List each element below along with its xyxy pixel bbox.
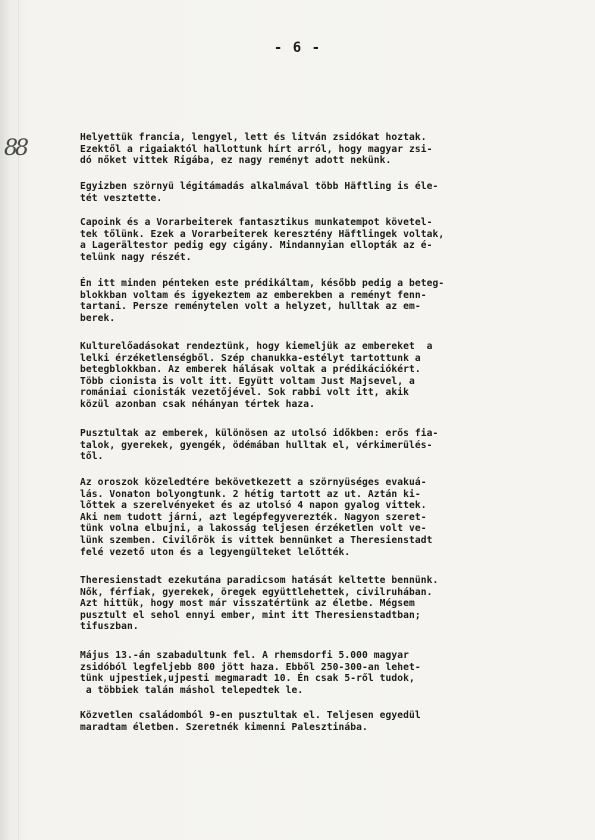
paragraph-7: Az oroszok közeledtére bekövetkezett a szörnyüséges evakuá- lás. Vonaton bolyongtunk. 2 hétig tartott az ut. Aztán ki- lőttek a szerelvényeket és az utolsó 4 napon gyalog vittek. Aki nem tudott járni, azt legépfegyverezték. Nagyon szeret- tünk volna elbujni, a lakosság teljesen érzéketlen volt ve- lünk szemben. Civilőrök is vittek bennünket a Theresienstadt felé vezető uton és a legyengülteket lelőtték. [80, 477, 433, 558]
paragraph-6: Pusztultak az emberek, különösen az utolsó időkben: erős fia- talok, gyerekek, gyengék, ödémában hulltak el, vérkimerülés- től. [80, 428, 439, 463]
paragraph-2: Egyizben szörnyü légitámadás alkalmával több Häftling is éle- tét vesztette. [80, 181, 439, 204]
paragraph-5: Kulturelőadásokat rendeztünk, hogy kiemeljük az embereket a lelki érzéketlenségből. Szép chanukka-estélyt tartottunk a betegblokkban. Az emberek hálásak voltak a prédikációkért. Több cionista is volt itt. Együtt voltam Just Majsevel, a romániai cionisták vezetőjével. Sok rabbi volt itt, akik közül azonban csak néhányan tértek haza. [80, 341, 433, 410]
paragraph-9: Május 13.-án szabadultunk fel. A rhemsdorfi 5.000 magyar zsidóból legfeljebb 800 jött haza. Ebből 250-300-an lehet- tünk ujpestiek,ujpesti megmaradt 10. Én csak 5-ről tudok, a többiek talán máshol telepedtek le. [80, 650, 421, 696]
paragraph-1: Helyettük francia, lengyel, lett és litván zsidókat hoztak. Ezektől a rigaiaktól hallottunk hírt arról, hogy magyar zsi- dó nőket vittek Rigába, ez nagy reményt adott nekünk. [80, 132, 433, 167]
paragraph-3: Capoink és a Vorarbeiterek fantasztikus munkatempot követel- tek tőlünk. Ezek a Vorarbeiterek keresztény Häftlingek voltak, a Lagerältestor pedig egy cigány. Mindannyian ellopták az é- telünk nagy részét. [80, 217, 445, 263]
page-fold-shadow [18, 0, 19, 840]
paragraph-4: Én itt minden pénteken este prédikáltam, később pedig a beteg- blokkban voltam és igyekeztem az emberekben a reményt fenn- tartani. Persze reménytelen volt a helyzet, hulltak az em- berek. [80, 278, 445, 324]
paragraph-10: Közvetlen családomból 9-en pusztultak el. Teljesen egyedül maradtam életben. Szeretnék kimenni Palesztinába. [80, 710, 421, 733]
paragraph-8: Theresienstadt ezekutána paradicsom hatását keltette bennünk. Nők, férfiak, gyerekek, öregek együttlehettek, civilruhában. Azt hittük, hogy most már visszatértünk az életbe. Mégsem pusztult el sehol ennyi ember, mint itt Theresienstadtban; tifuszban. [80, 575, 439, 633]
page-number: - 6 - [273, 40, 322, 56]
handwritten-margin-mark: 88 [4, 136, 26, 161]
